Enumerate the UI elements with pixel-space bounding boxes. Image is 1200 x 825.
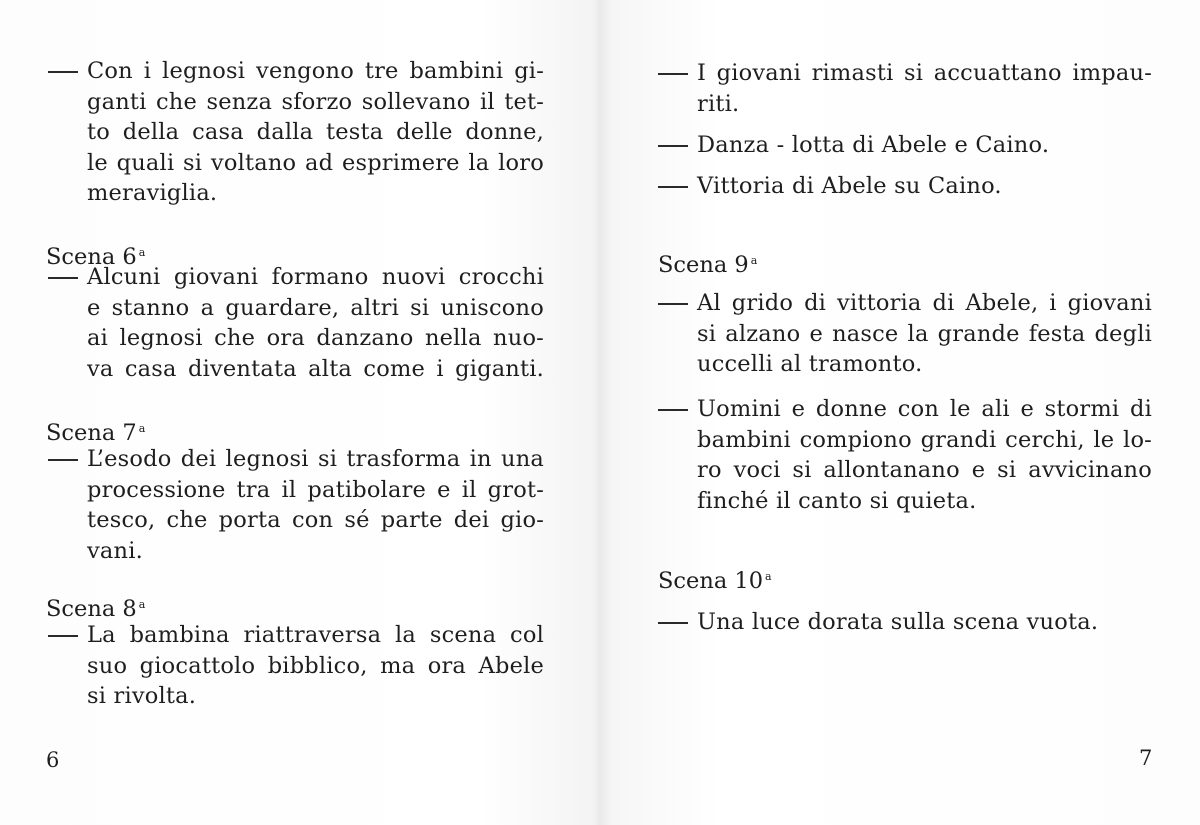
- stage-direction: [656, 288, 1152, 380]
- text-line: riti.: [697, 90, 740, 117]
- stage-direction-text: [87, 620, 544, 712]
- stage-direction-text: [697, 607, 1152, 638]
- text-line: L’esodo dei legnosi si trasforma in una: [87, 446, 544, 472]
- text-line: ganti che senza sforzo sollevano il tet-: [87, 88, 544, 115]
- scene-heading: [46, 590, 145, 624]
- scene-label: Scena 6: [46, 244, 137, 270]
- stage-direction: [656, 607, 1152, 638]
- scene-label: Scena 8: [46, 596, 137, 622]
- text-line: Al grido di vittoria di Abele, i giovani: [697, 290, 1152, 316]
- scene-label: Scena 9: [658, 252, 749, 278]
- text-line: Una luce dorata sulla scena vuota.: [697, 609, 1099, 635]
- text-line: vani.: [87, 537, 143, 564]
- text-line: si alzano e nasce la grande festa degli: [697, 320, 1152, 347]
- stage-direction: [656, 394, 1152, 516]
- text-line: ro voci si allontanano e si avvicinano: [697, 457, 1152, 484]
- text-line: Con i legnosi vengono tre bambini gi-: [87, 58, 544, 84]
- text-line: suo giocattolo bibblico, ma ora Abele: [87, 652, 544, 679]
- stage-direction: [46, 56, 544, 209]
- text-line: e stanno a guardare, altri si uniscono: [87, 294, 544, 321]
- text-line: bambini compiono grandi cerchi, le lo-: [697, 426, 1152, 453]
- page-number: 7: [1139, 746, 1153, 770]
- scene-ordinal: a: [138, 246, 146, 259]
- scene-ordinal: a: [138, 422, 146, 435]
- stage-direction-text: [87, 444, 544, 566]
- scene-label: Scena 10: [658, 568, 764, 594]
- text-line: La bambina riattraversa la scena col: [87, 622, 544, 648]
- right-page: [600, 0, 1200, 825]
- text-line: uccelli al tramonto.: [697, 351, 923, 378]
- text-line: Vittoria di Abele su Caino.: [697, 173, 1002, 199]
- text-line: si rivolta.: [87, 683, 197, 710]
- stage-direction-text: [697, 171, 1152, 202]
- scene-heading: [658, 562, 772, 596]
- text-line: tesco, che porta con sé parte dei gio-: [87, 507, 544, 534]
- scene-label: Scena 7: [46, 420, 137, 446]
- text-line: finché il canto si quieta.: [697, 487, 977, 514]
- stage-direction: [46, 444, 544, 566]
- text-line: to della casa dalla testa delle donne,: [87, 119, 544, 146]
- text-line: Uomini e donne con le ali e stormi di: [697, 396, 1152, 422]
- scene-heading: [658, 246, 757, 280]
- text-line: Danza - lotta di Abele e Caino.: [697, 132, 1050, 158]
- text-line: le quali si voltano ad esprimere la loro: [87, 149, 544, 176]
- text-line: processione tra il patibolare e il grot-: [87, 476, 544, 503]
- text-line: ai legnosi che ora danzano nella nuo-: [87, 325, 544, 352]
- stage-direction-text: [87, 56, 544, 209]
- text-line: Alcuni giovani formano nuovi crocchi: [87, 264, 544, 290]
- stage-direction: [46, 620, 544, 712]
- scene-ordinal: a: [138, 598, 146, 611]
- stage-direction-text: [697, 130, 1152, 161]
- stage-direction-text: [697, 288, 1152, 380]
- text-line: meraviglia.: [87, 180, 218, 207]
- stage-direction: [656, 130, 1152, 161]
- stage-direction: [46, 262, 544, 384]
- scene-ordinal: a: [750, 254, 758, 267]
- text-line: va casa diventata alta come i giganti.: [87, 355, 544, 382]
- stage-direction: [656, 58, 1152, 119]
- scene-heading: [46, 414, 145, 448]
- page-number: 6: [46, 748, 60, 772]
- stage-direction: [656, 171, 1152, 202]
- stage-direction-text: [697, 394, 1152, 516]
- text-line: I giovani rimasti si accuattano impau-: [697, 60, 1152, 86]
- stage-direction-text: [697, 58, 1152, 119]
- scene-ordinal: a: [765, 570, 772, 583]
- stage-direction-text: [87, 262, 544, 384]
